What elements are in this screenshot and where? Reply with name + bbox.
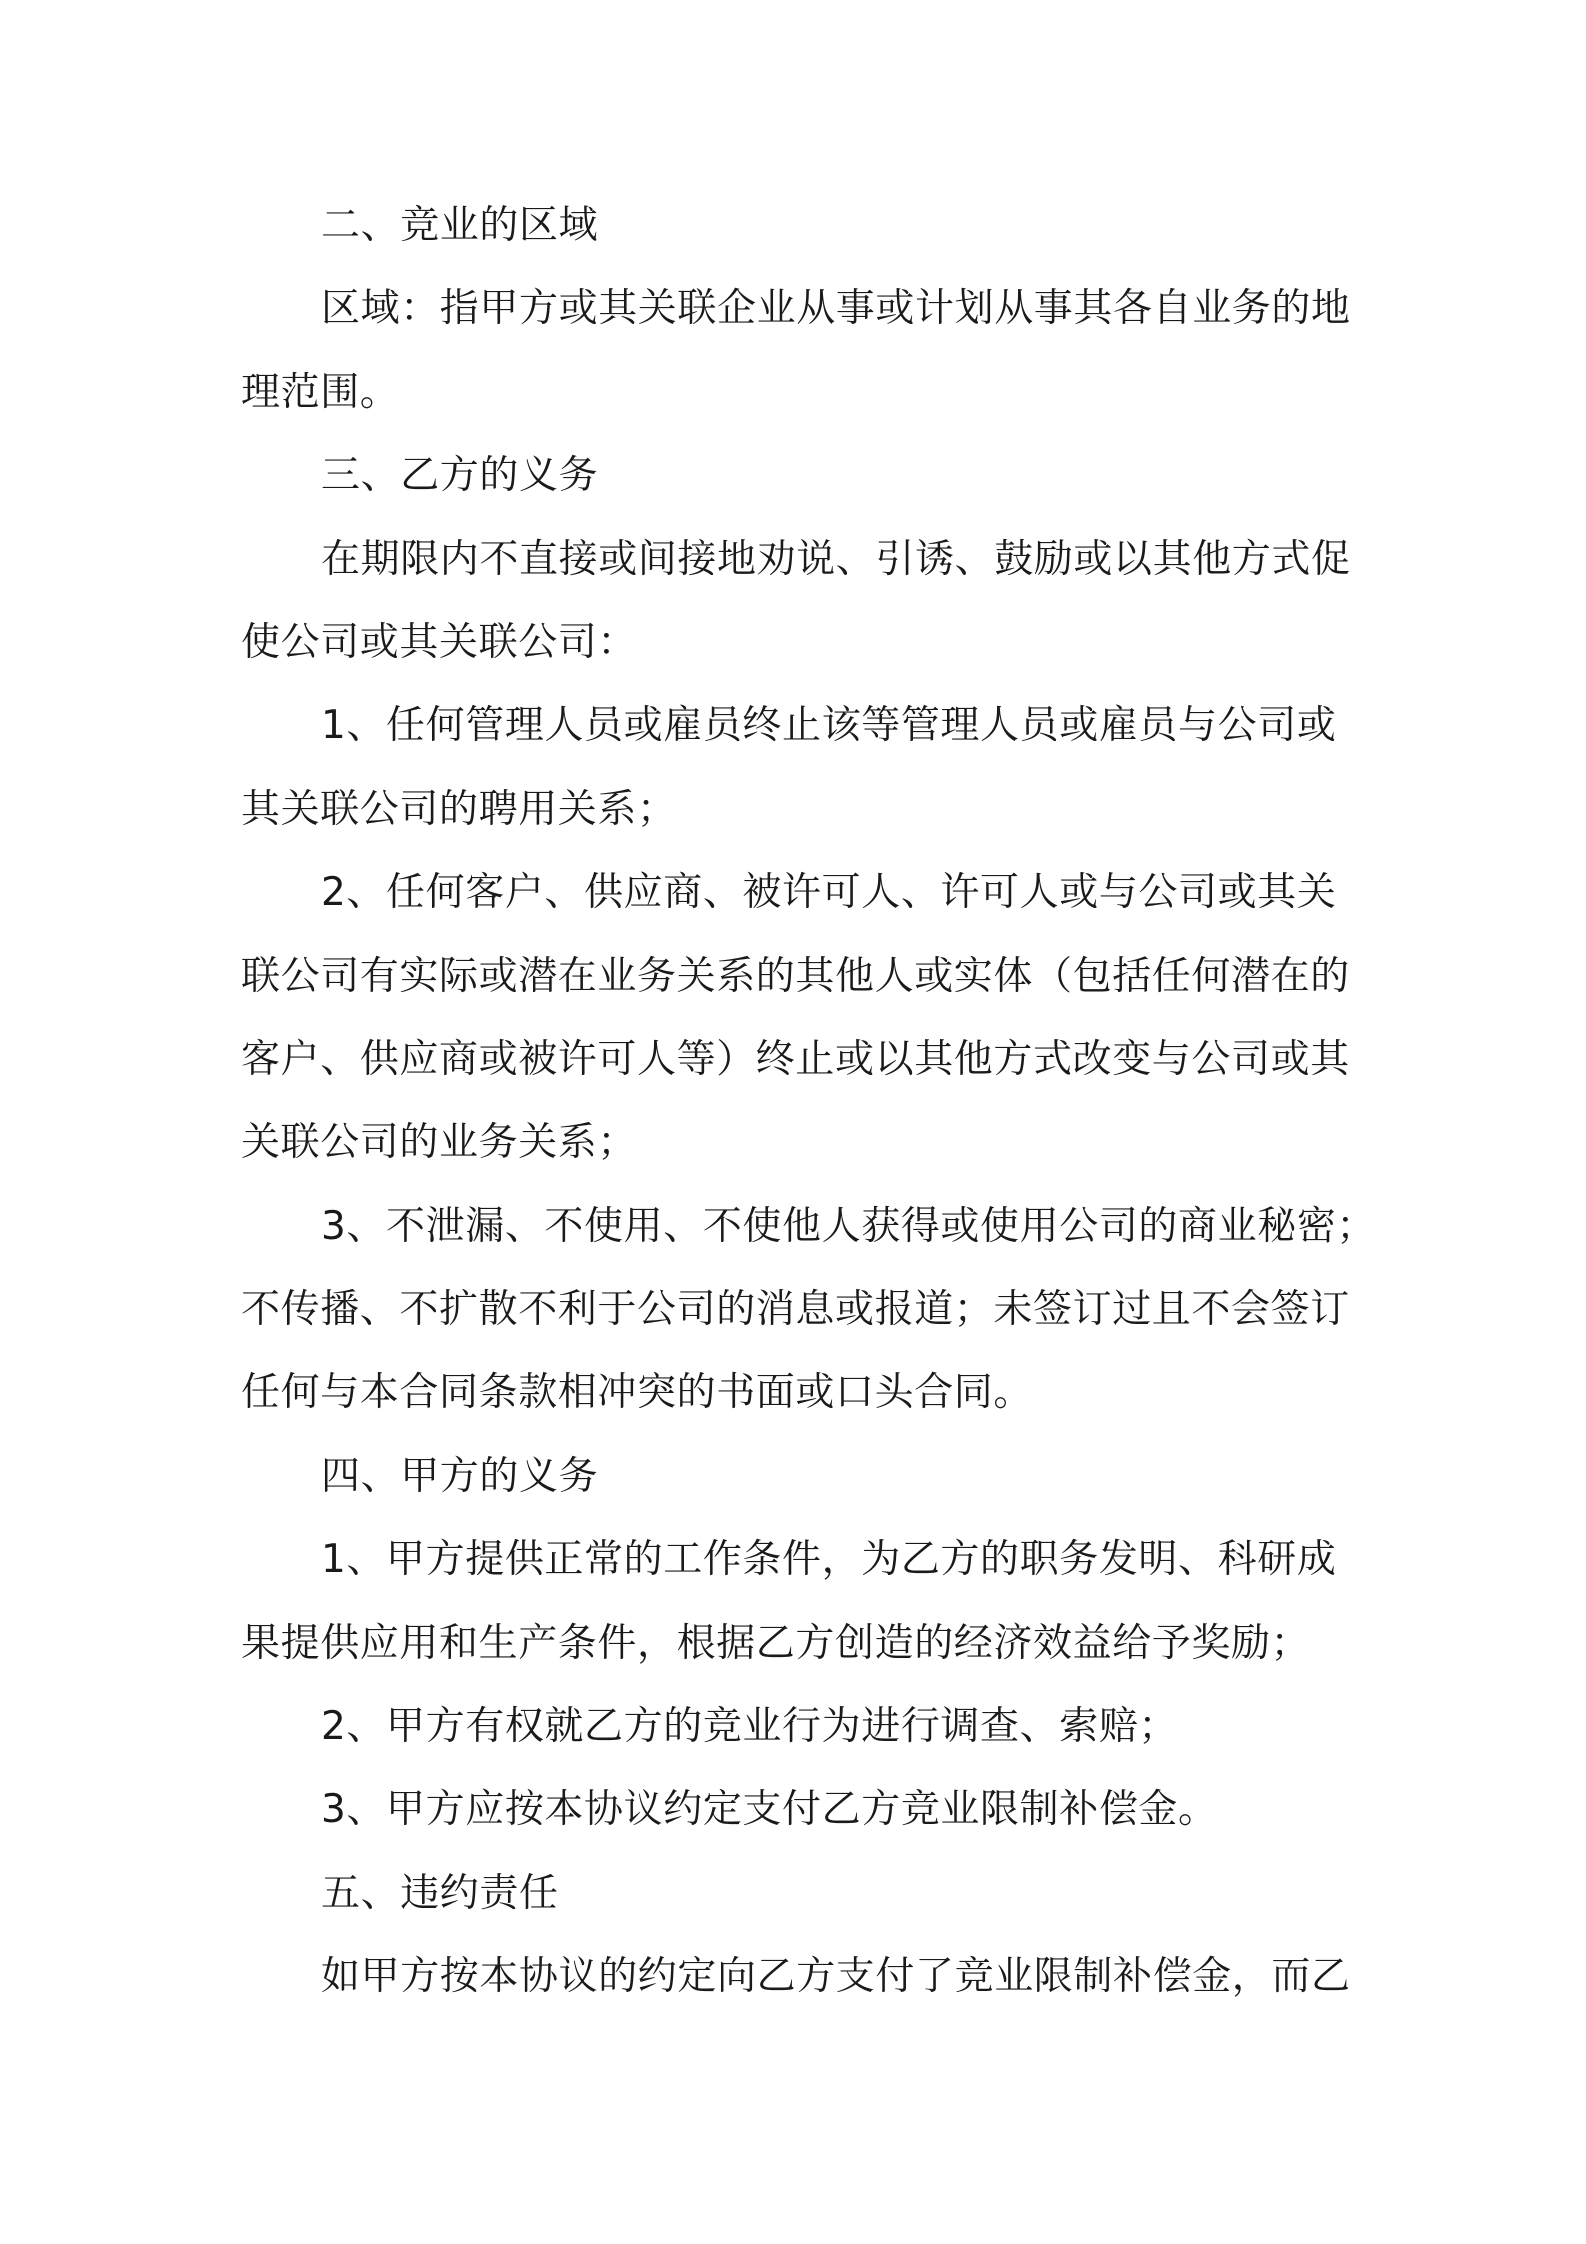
list-item-line: 2、任何客户、供应商、被许可人、许可人或与公司或其关 (321, 870, 1337, 916)
paragraph-line: 在期限内不直接或间接地劝说、引诱、鼓励或以其他方式促 (321, 536, 1351, 582)
section-heading-party-b-obligations: 三、乙方的义务 (321, 453, 599, 499)
list-item-line: 3、不泄漏、不使用、不使他人获得或使用公司的商业秘密； (321, 1203, 1377, 1249)
document-body (241, 184, 1377, 2019)
list-item-line: 1、甲方提供正常的工作条件，为乙方的职务发明、科研成 (321, 1537, 1337, 1583)
paragraph-line: 使公司或其关联公司： (241, 619, 638, 665)
list-item-line: 不传播、不扩散不利于公司的消息或报道；未签订过且不会签订 (241, 1287, 1350, 1333)
list-item-line: 任何与本合同条款相冲突的书面或口头合同。 (241, 1370, 1034, 1416)
paragraph-line: 理范围。 (241, 369, 400, 415)
section-heading-region: 二、竞业的区域 (321, 203, 599, 248)
list-item-line: 2、甲方有权就乙方的竞业行为进行调查、索赔； (321, 1704, 1179, 1750)
list-item-line: 其关联公司的聘用关系； (241, 786, 677, 832)
paragraph-line: 区域：指甲方或其关联企业从事或计划从事其各自业务的地 (321, 286, 1351, 332)
list-item-line: 1、任何管理人员或雇员终止该等管理人员或雇员与公司或 (321, 703, 1337, 749)
list-item-line: 联公司有实际或潜在业务关系的其他人或实体（包括任何潜在的 (241, 953, 1350, 999)
list-item-line: 客户、供应商或被许可人等）终止或以其他方式改变与公司或其 (241, 1036, 1350, 1082)
list-item-line: 3、甲方应按本协议约定支付乙方竞业限制补偿金。 (321, 1787, 1218, 1833)
section-heading-party-a-obligations: 四、甲方的义务 (321, 1453, 599, 1499)
list-item-line: 关联公司的业务关系； (241, 1120, 638, 1166)
paragraph-line: 如甲方按本协议的约定向乙方支付了竞业限制补偿金，而乙 (321, 1954, 1351, 2000)
section-heading-breach-liability: 五、违约责任 (321, 1870, 559, 1916)
list-item-line: 果提供应用和生产条件，根据乙方创造的经济效益给予奖励； (241, 1620, 1311, 1666)
